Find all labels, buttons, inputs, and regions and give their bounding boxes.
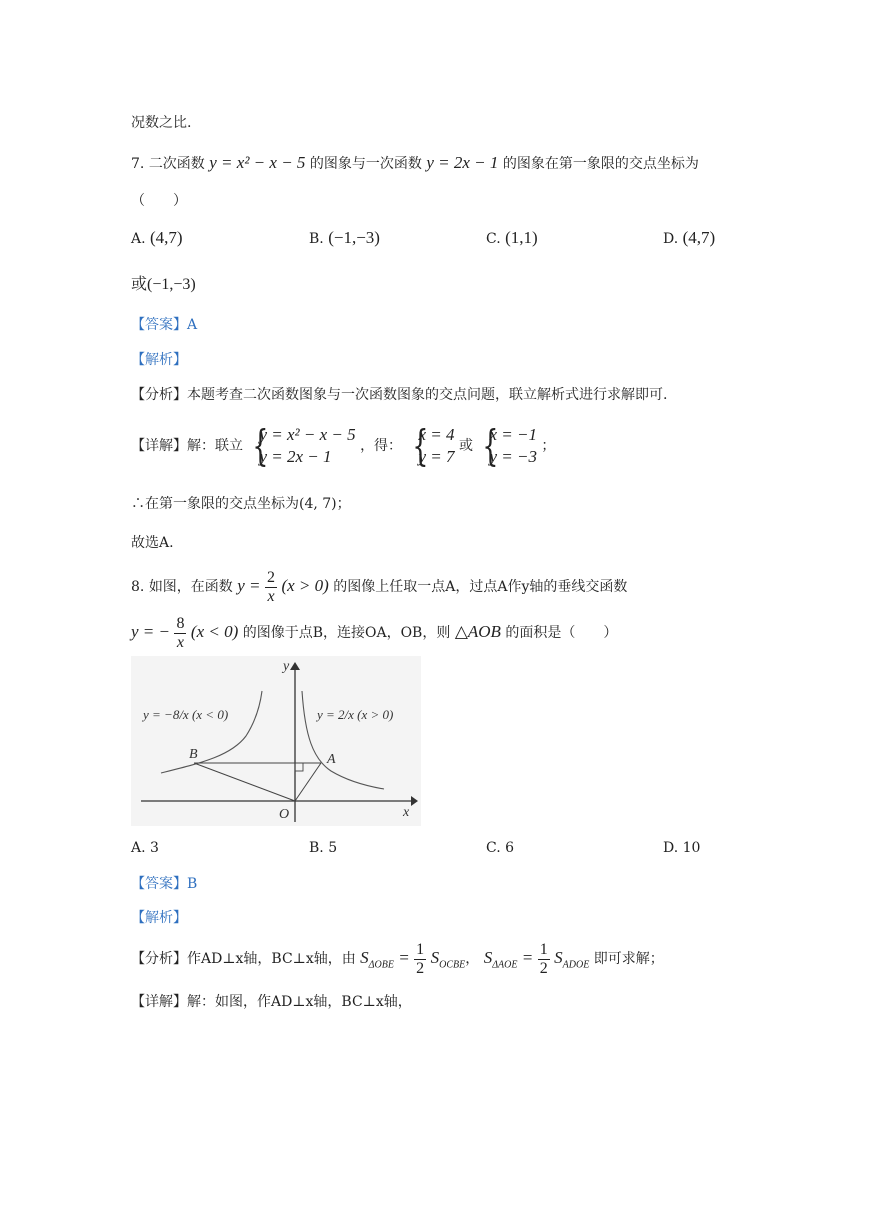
q7-choose: 故选A. — [131, 535, 174, 551]
analysis-a: 【分析】作AD⊥x轴，BC⊥x轴，由 — [131, 951, 356, 967]
q7-text-c: 的图象在第一象限的交点坐标为 — [502, 156, 699, 172]
q8-text-d: 的面积是（ ） — [505, 625, 618, 641]
option-label: B. — [309, 840, 324, 856]
q7-text-b: 的图象与一次函数 — [309, 156, 422, 172]
q7-analysis-head: 【解析】 — [131, 352, 187, 368]
q8-answer: 【答案】B — [131, 876, 198, 892]
q7-paren: （ ） — [131, 193, 187, 209]
q7-analysis: 【分析】本题考查二次函数图象与一次函数图象的交点问题，联立解析式进行求解即可. — [131, 387, 668, 403]
q8-fn2-prefix: y = − — [131, 622, 170, 641]
q8-option-b — [309, 840, 337, 856]
q8-triangle: △AOB — [454, 622, 501, 641]
option-label: C. — [486, 231, 501, 247]
q7-text-a: 二次函数 — [148, 156, 205, 172]
option-value: 10 — [682, 840, 701, 856]
x-axis-label: x — [403, 805, 410, 820]
denominator: x — [176, 633, 184, 651]
q7-expr2: y = 2x − 1 — [426, 153, 499, 172]
q7-option-d — [663, 228, 715, 248]
q8-fraction-1 — [265, 569, 277, 606]
segment-ob — [194, 763, 295, 801]
q8-analysis: 【分析】作AD⊥x轴，BC⊥x轴，由 $S_{\Delta OBE}$ = $\frac{1}{2}$ $S_{OCBE}$， $S_{\Delta AOE}$ = $\frac{1}{2}$ $S_{ADOE}$ 即可求解； — [131, 940, 664, 977]
equation-system-2: { x = 4 y = 7 — [411, 421, 455, 470]
q7-option-d-tail: 或(−1,−3) — [131, 276, 196, 293]
q7-number: 7. — [131, 156, 145, 172]
detail-prefix: 【详解】解：联立 — [131, 438, 243, 454]
q8-condition-2: (x < 0) — [190, 622, 239, 641]
option-label: A. — [131, 840, 146, 856]
equation: y = 2x − 1 — [259, 447, 332, 466]
detail-or: 或 — [459, 438, 473, 454]
q8-figure-svg — [131, 656, 421, 826]
point-a-label: A — [327, 752, 336, 767]
q7-option-b — [309, 228, 380, 248]
origin-label: O — [279, 807, 290, 822]
option-label: B. — [309, 231, 324, 247]
option-label: C. — [486, 840, 501, 856]
x-axis-arrow — [411, 796, 418, 806]
numerator: 2 — [267, 568, 275, 586]
equation: y = −3 — [489, 447, 537, 466]
equation-system-3: { x = −1 y = −3 — [482, 421, 537, 470]
q8-text-c: 的图像于点B，连接OA，OB，则 — [242, 625, 451, 641]
y-axis-label: y — [283, 659, 290, 674]
equation-system-1: { y = x² − x − 5 y = 2x − 1 — [252, 421, 356, 470]
curve-positive — [302, 691, 384, 789]
option-label: A. — [131, 231, 146, 247]
q7-stem — [131, 152, 699, 175]
point-b-label: B — [189, 747, 198, 762]
q8-option-a — [131, 840, 159, 856]
q7-expr1: y = x² − x − 5 — [209, 153, 306, 172]
option-value: 6 — [505, 840, 515, 856]
q8-figure — [131, 656, 421, 826]
option-value: 3 — [150, 840, 159, 856]
q8-stem: 8. 如图，在函数 y = $\frac{2}{x}$ (x > 0) 的图像上任取一点A，过点A作y轴的垂线交函数 — [131, 568, 628, 605]
option-value: (4,7) — [150, 228, 183, 247]
q8-analysis-head: 【解析】 — [131, 910, 187, 926]
q8-text-a: 如图，在函数 — [148, 579, 233, 595]
q7-option-a — [131, 228, 183, 248]
left-curve-label: y = −8/x (x < 0) — [143, 707, 229, 722]
segment-oa — [295, 763, 321, 801]
y-axis-arrow — [290, 662, 300, 670]
option-value: 5 — [328, 840, 338, 856]
half-fraction-2: $\frac{1}{2}$ — [539, 940, 548, 977]
equation: x = 4 — [418, 425, 455, 444]
equation: y = x² − x − 5 — [259, 425, 356, 444]
option-value: (−1,−3) — [328, 228, 380, 247]
q7-conclusion: ∴在第一象限的交点坐标为(4, 7)； — [131, 496, 351, 512]
option-value: (4,7) — [682, 228, 716, 247]
denominator: x — [267, 587, 275, 605]
option-value: (1,1) — [505, 228, 538, 247]
q8-option-d — [663, 840, 700, 856]
q8-option-c — [486, 840, 514, 856]
right-curve-label: y = 2/x (x > 0) — [317, 707, 394, 722]
q8-fraction-2 — [174, 615, 186, 652]
q7-option-c — [486, 228, 538, 248]
intro-tail: 况数之比. — [131, 115, 192, 131]
option-label: D. — [663, 231, 679, 247]
q7-answer: 【答案】A — [131, 317, 198, 333]
q8-detail: 【详解】解：如图，作AD⊥x轴，BC⊥x轴， — [131, 994, 412, 1010]
q8-condition-1: (x > 0) — [281, 576, 329, 595]
q8-stem-2 — [131, 612, 617, 653]
q8-number: 8. — [131, 579, 145, 595]
half-fraction-1: $\frac{1}{2}$ — [416, 940, 425, 977]
option-label: D. — [663, 840, 679, 856]
detail-end: ； — [541, 438, 556, 454]
q8-text-b: 的图像上任取一点A，过点A作y轴的垂线交函数 — [333, 579, 628, 595]
right-angle-mark — [295, 763, 303, 771]
q7-detail — [131, 420, 555, 472]
curve-negative — [161, 691, 262, 773]
analysis-b: ， — [465, 951, 480, 967]
numerator: 8 — [176, 614, 185, 632]
equation: y = 7 — [418, 447, 455, 466]
equation: x = −1 — [489, 425, 537, 444]
analysis-c: 即可求解； — [593, 951, 664, 967]
detail-mid: ，得： — [360, 438, 403, 454]
